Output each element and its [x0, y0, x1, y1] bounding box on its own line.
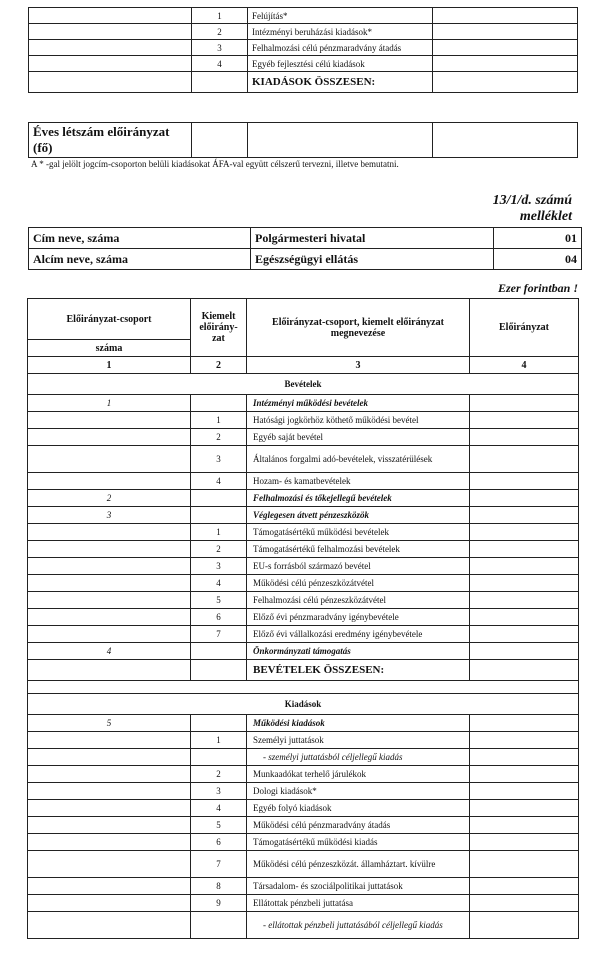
empty-cell	[192, 72, 248, 93]
item-number	[191, 749, 247, 766]
row-label: Támogatásértékű felhalmozási bevételek	[247, 541, 470, 558]
value-cell	[433, 24, 578, 40]
row-label: Előző évi pénzmaradvány igénybevétele	[247, 609, 470, 626]
item-number: 4	[191, 800, 247, 817]
row-label: - személyi juttatásból céljellegű kiadás	[247, 749, 470, 766]
item-number	[191, 507, 247, 524]
item-number	[191, 715, 247, 732]
value-cell	[470, 429, 579, 446]
headcount-empty-cell	[248, 123, 433, 158]
total-row	[28, 660, 579, 681]
group-number	[28, 895, 191, 912]
header-num-1: 1	[28, 357, 191, 374]
section-title-bevetelek: Bevételek	[28, 374, 579, 395]
item-number: 9	[191, 895, 247, 912]
value-cell	[470, 507, 579, 524]
row-label: Általános forgalmi adó-bevételek, visszatérülések	[247, 446, 470, 473]
table-row	[28, 609, 579, 626]
item-number: 1	[191, 524, 247, 541]
group-number	[28, 766, 191, 783]
item-number: 8	[191, 878, 247, 895]
spacer-cell	[28, 681, 579, 694]
value-cell	[470, 834, 579, 851]
table-row	[28, 643, 579, 660]
group-number	[28, 446, 191, 473]
headcount-empty-cell	[192, 123, 248, 158]
empty-cell	[29, 24, 192, 40]
row-label: Véglegesen átvett pénzeszközök	[247, 507, 470, 524]
value-cell	[470, 817, 579, 834]
row-label: Intézményi beruházási kiadások*	[248, 24, 433, 40]
group-number	[28, 592, 191, 609]
header-num-2: 2	[191, 357, 247, 374]
item-number	[191, 490, 247, 507]
group-number	[28, 412, 191, 429]
table-row	[29, 40, 578, 56]
item-number: 7	[191, 626, 247, 643]
group-number	[28, 575, 191, 592]
group-number	[28, 524, 191, 541]
value-cell	[470, 473, 579, 490]
row-label: Intézményi működési bevételek	[247, 395, 470, 412]
item-number: 5	[191, 592, 247, 609]
headcount-label: Éves létszám előirányzat (fő)	[29, 123, 192, 158]
alcim-number: 04	[494, 249, 582, 270]
group-number	[28, 626, 191, 643]
item-number: 4	[191, 575, 247, 592]
table-row	[28, 575, 579, 592]
value-cell	[470, 609, 579, 626]
header-num-3: 3	[247, 357, 470, 374]
value-cell	[470, 851, 579, 878]
value-cell	[470, 558, 579, 575]
group-number	[28, 429, 191, 446]
table-row	[28, 626, 579, 643]
table-row	[28, 715, 579, 732]
footnote: A * -gal jelölt jogcím-csoporton belüli kiadásokat ÁFA-val együtt célszerű tervezni, illetve bemutatni.	[31, 159, 399, 169]
item-number: 1	[191, 412, 247, 429]
header-num-4: 4	[470, 357, 579, 374]
row-label: Ellátottak pénzbeli juttatása	[247, 895, 470, 912]
table-row	[28, 912, 579, 939]
table-row	[28, 412, 579, 429]
value-cell	[433, 40, 578, 56]
row-label: Működési célú pénzeszközát. államháztart. kívülre	[247, 851, 470, 878]
group-number	[28, 800, 191, 817]
row-label: Támogatásértékű működési kiadás	[247, 834, 470, 851]
group-number	[28, 878, 191, 895]
value-cell	[470, 878, 579, 895]
value-cell	[470, 541, 579, 558]
group-number: 2	[28, 490, 191, 507]
annex-line2: melléklet	[519, 209, 572, 224]
total-label: KIADÁSOK ÖSSZESEN:	[248, 72, 433, 93]
empty-cell	[29, 56, 192, 72]
item-number: 2	[191, 766, 247, 783]
table-row	[28, 766, 579, 783]
row-label: Felújítás*	[248, 8, 433, 24]
row-label: Felhalmozási és tőkejellegű bevételek	[247, 490, 470, 507]
empty-cell	[28, 660, 191, 681]
value-cell	[433, 8, 578, 24]
headcount-table	[28, 122, 578, 158]
item-number: 4	[191, 473, 247, 490]
header-col4: Előirányzat	[470, 299, 579, 357]
value-cell	[433, 72, 578, 93]
value-cell	[470, 749, 579, 766]
top-expense-table	[28, 7, 578, 93]
unit-note: Ezer forintban !	[497, 281, 578, 295]
row-label: Felhalmozási célú pénzeszközátvétel	[247, 592, 470, 609]
table-row	[28, 524, 579, 541]
empty-cell	[29, 8, 192, 24]
row-label: EU-s forrásból származó bevétel	[247, 558, 470, 575]
row-label: Működési kiadások	[247, 715, 470, 732]
value-cell	[470, 626, 579, 643]
table-row	[28, 541, 579, 558]
table-row	[28, 851, 579, 878]
row-label: Munkaadókat terhelő járulékok	[247, 766, 470, 783]
item-number: 3	[191, 558, 247, 575]
item-number: 2	[191, 429, 247, 446]
item-number: 2	[191, 541, 247, 558]
group-number	[28, 732, 191, 749]
item-number	[191, 912, 247, 939]
title-table	[28, 227, 582, 270]
table-row	[28, 490, 579, 507]
group-number	[28, 912, 191, 939]
row-label: Előző évi vállalkozási eredmény igénybevétele	[247, 626, 470, 643]
group-number	[28, 783, 191, 800]
row-label: Támogatásértékű működési bevételek	[247, 524, 470, 541]
table-row	[28, 429, 579, 446]
value-cell	[470, 766, 579, 783]
item-number: 5	[191, 817, 247, 834]
empty-cell	[191, 660, 247, 681]
header-szama: száma	[28, 340, 191, 357]
header-col1: Előirányzat-csoport	[28, 299, 191, 340]
group-number	[28, 834, 191, 851]
value-cell	[470, 783, 579, 800]
group-number: 3	[28, 507, 191, 524]
row-label: Működési célú pénzeszközátvétel	[247, 575, 470, 592]
spacer-row	[28, 681, 579, 694]
item-number: 7	[191, 851, 247, 878]
header-col2: Kiemelt előirány-zat	[191, 299, 247, 357]
row-label: Társadalom- és szociálpolitikai juttatások	[247, 878, 470, 895]
value-cell	[470, 715, 579, 732]
row-label: Egyéb saját bevétel	[247, 429, 470, 446]
table-row	[28, 878, 579, 895]
table-row	[28, 592, 579, 609]
headcount-value	[433, 123, 578, 158]
table-row	[28, 895, 579, 912]
value-cell	[470, 732, 579, 749]
alcim-label: Alcím neve, száma	[29, 249, 251, 270]
table-row	[28, 817, 579, 834]
item-number	[191, 643, 247, 660]
value-cell	[470, 524, 579, 541]
total-row	[29, 72, 578, 93]
group-number	[28, 749, 191, 766]
table-row	[28, 507, 579, 524]
table-row	[28, 558, 579, 575]
group-number: 4	[28, 643, 191, 660]
section-title-kiadasok: Kiadások	[28, 694, 579, 715]
table-row	[29, 8, 578, 24]
group-number: 5	[28, 715, 191, 732]
value-cell	[470, 912, 579, 939]
annex-line1: 13/1/d. számú	[492, 193, 572, 208]
section-row	[28, 694, 579, 715]
row-label: Hatósági jogkörhöz köthető működési bevétel	[247, 412, 470, 429]
cim-label: Cím neve, száma	[29, 228, 251, 249]
value-cell	[470, 395, 579, 412]
table-row	[28, 473, 579, 490]
value-cell	[470, 575, 579, 592]
annex-title	[493, 193, 572, 225]
table-row	[28, 446, 579, 473]
item-number: 6	[191, 609, 247, 626]
row-label: Dologi kiadások*	[247, 783, 470, 800]
value-cell	[433, 56, 578, 72]
row-label: Egyéb folyó kiadások	[247, 800, 470, 817]
group-number	[28, 817, 191, 834]
item-number: 3	[191, 783, 247, 800]
total-label: BEVÉTELEK ÖSSZESEN:	[247, 660, 470, 681]
value-cell	[470, 660, 579, 681]
value-cell	[470, 895, 579, 912]
cim-value: Polgármesteri hivatal	[251, 228, 494, 249]
empty-cell	[29, 40, 192, 56]
alcim-value: Egészségügyi ellátás	[251, 249, 494, 270]
row-number: 1	[192, 8, 248, 24]
value-cell	[470, 446, 579, 473]
value-cell	[470, 592, 579, 609]
row-label: - ellátottak pénzbeli juttatásából céljellegű kiadás	[247, 912, 470, 939]
item-number: 6	[191, 834, 247, 851]
budget-table	[27, 298, 579, 939]
item-number: 3	[191, 446, 247, 473]
table-row	[29, 24, 578, 40]
table-row	[28, 783, 579, 800]
value-cell	[470, 643, 579, 660]
row-number: 3	[192, 40, 248, 56]
group-number	[28, 609, 191, 626]
value-cell	[470, 800, 579, 817]
item-number: 1	[191, 732, 247, 749]
empty-cell	[29, 72, 192, 93]
header-col3: Előirányzat-csoport, kiemelt előirányzat megnevezése	[247, 299, 470, 357]
row-label: Személyi juttatások	[247, 732, 470, 749]
row-label: Egyéb fejlesztési célú kiadások	[248, 56, 433, 72]
group-number	[28, 473, 191, 490]
table-row	[28, 800, 579, 817]
group-number	[28, 558, 191, 575]
row-label: Önkormányzati támogatás	[247, 643, 470, 660]
row-label: Működési célú pénzmaradvány átadás	[247, 817, 470, 834]
table-row	[29, 56, 578, 72]
row-number: 2	[192, 24, 248, 40]
table-row	[28, 395, 579, 412]
value-cell	[470, 490, 579, 507]
group-number	[28, 851, 191, 878]
cim-number: 01	[494, 228, 582, 249]
row-number: 4	[192, 56, 248, 72]
item-number	[191, 395, 247, 412]
value-cell	[470, 412, 579, 429]
group-number	[28, 541, 191, 558]
table-row	[28, 732, 579, 749]
row-label: Hozam- és kamatbevételek	[247, 473, 470, 490]
row-label: Felhalmozási célú pénzmaradvány átadás	[248, 40, 433, 56]
table-row	[28, 834, 579, 851]
group-number: 1	[28, 395, 191, 412]
table-row	[28, 749, 579, 766]
